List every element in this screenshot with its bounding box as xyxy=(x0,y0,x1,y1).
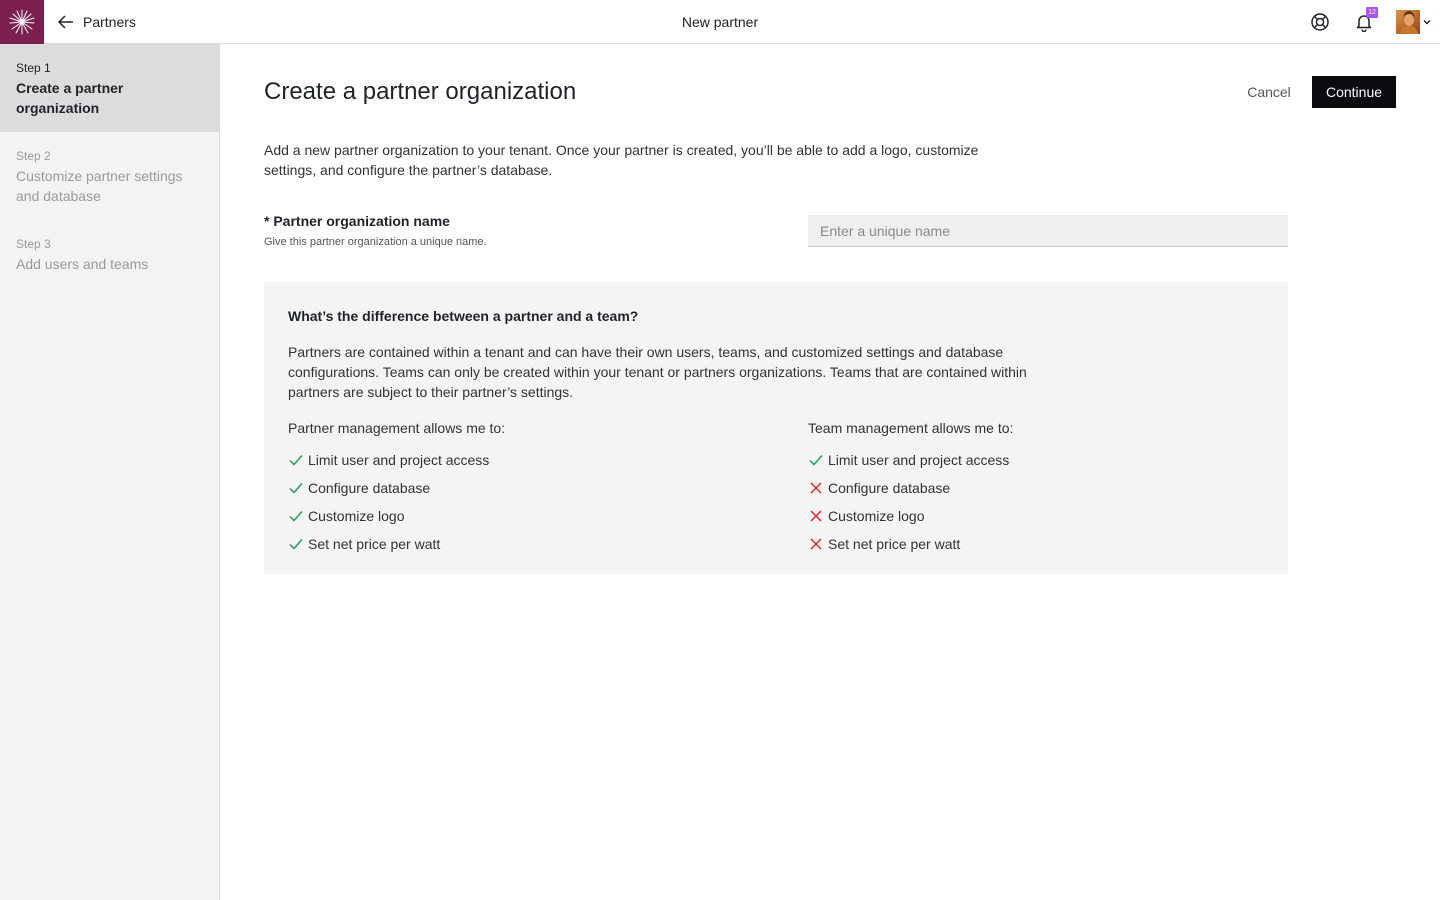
team-capabilities-title: Team management allows me to: xyxy=(808,420,1014,436)
back-to-partners-link[interactable] xyxy=(58,0,136,44)
partner-vs-team-info-box xyxy=(264,282,1288,574)
team-capabilities-list xyxy=(808,418,1013,558)
continue-button[interactable]: Continue xyxy=(1312,76,1396,108)
top-bar xyxy=(0,0,1440,44)
lifebuoy-icon[interactable] xyxy=(1310,12,1330,32)
list-item-label: Customize logo xyxy=(308,508,405,524)
list-item-label: Limit user and project access xyxy=(308,452,490,468)
cross-icon xyxy=(808,508,824,524)
user-avatar[interactable] xyxy=(1396,10,1420,34)
sidebar-step-3[interactable] xyxy=(0,220,219,288)
partner-capabilities-list xyxy=(288,418,505,558)
list-item xyxy=(808,446,1013,474)
list-item xyxy=(288,502,505,530)
check-icon xyxy=(288,480,304,496)
step-number: Step 2 xyxy=(16,149,51,163)
chevron-down-icon[interactable] xyxy=(1422,17,1432,27)
cancel-button[interactable]: Cancel xyxy=(1234,76,1304,108)
list-item xyxy=(808,502,1013,530)
list-item xyxy=(288,474,505,502)
step-title: Customize partner settings and database xyxy=(16,168,183,204)
partner-name-help: Give this partner organization a unique name. xyxy=(264,236,487,248)
intro-text: Add a new partner organization to your tenant. Once your partner is created, you’ll be able to add a logo, customize settings, and configure the partner’s database. xyxy=(264,142,979,178)
back-link-label: Partners xyxy=(83,14,136,30)
list-item xyxy=(288,530,505,558)
check-icon xyxy=(808,452,824,468)
list-item-label: Configure database xyxy=(308,480,431,496)
partner-capabilities-title: Partner management allows me to: xyxy=(288,420,506,436)
step-number: Step 1 xyxy=(16,61,51,75)
form-heading: Create a partner organization xyxy=(264,78,577,105)
notification-count-badge: 12 xyxy=(1366,7,1378,18)
check-icon xyxy=(288,536,304,552)
check-icon xyxy=(288,508,304,524)
partner-name-label: * Partner organization name xyxy=(264,213,450,229)
list-item xyxy=(808,474,1013,502)
cross-icon xyxy=(808,480,824,496)
person-portrait-icon xyxy=(1396,10,1420,34)
sidebar-step-2[interactable] xyxy=(0,132,219,220)
page-title: New partner xyxy=(681,14,759,30)
app-logo[interactable] xyxy=(0,0,44,44)
list-item-label: Limit user and project access xyxy=(828,452,1010,468)
info-body: Partners are contained within a tenant and can have their own users, teams, and customized settings and database configurations. Teams can only be created within your tenant or partners organizations. Teams that are contained within partners are subject to their partner’s settings. xyxy=(288,344,1027,400)
list-item-label: Configure database xyxy=(828,480,951,496)
list-item-label: Customize logo xyxy=(828,508,925,524)
list-item xyxy=(808,530,1013,558)
cross-icon xyxy=(808,536,824,552)
info-title: What’s the difference between a partner and a team? xyxy=(288,308,639,324)
list-item-label: Set net price per watt xyxy=(828,536,961,552)
step-title: Add users and teams xyxy=(16,256,149,272)
list-item xyxy=(288,446,505,474)
step-number: Step 3 xyxy=(16,237,51,251)
sidebar-step-1[interactable] xyxy=(0,44,219,132)
step-title: Create a partner organization xyxy=(16,80,124,116)
starburst-logo-icon xyxy=(8,8,36,36)
partner-name-input[interactable] xyxy=(808,215,1288,247)
list-item-label: Set net price per watt xyxy=(308,536,441,552)
arrow-left-icon xyxy=(58,15,74,29)
wizard-steps-sidebar xyxy=(0,44,220,900)
check-icon xyxy=(288,452,304,468)
